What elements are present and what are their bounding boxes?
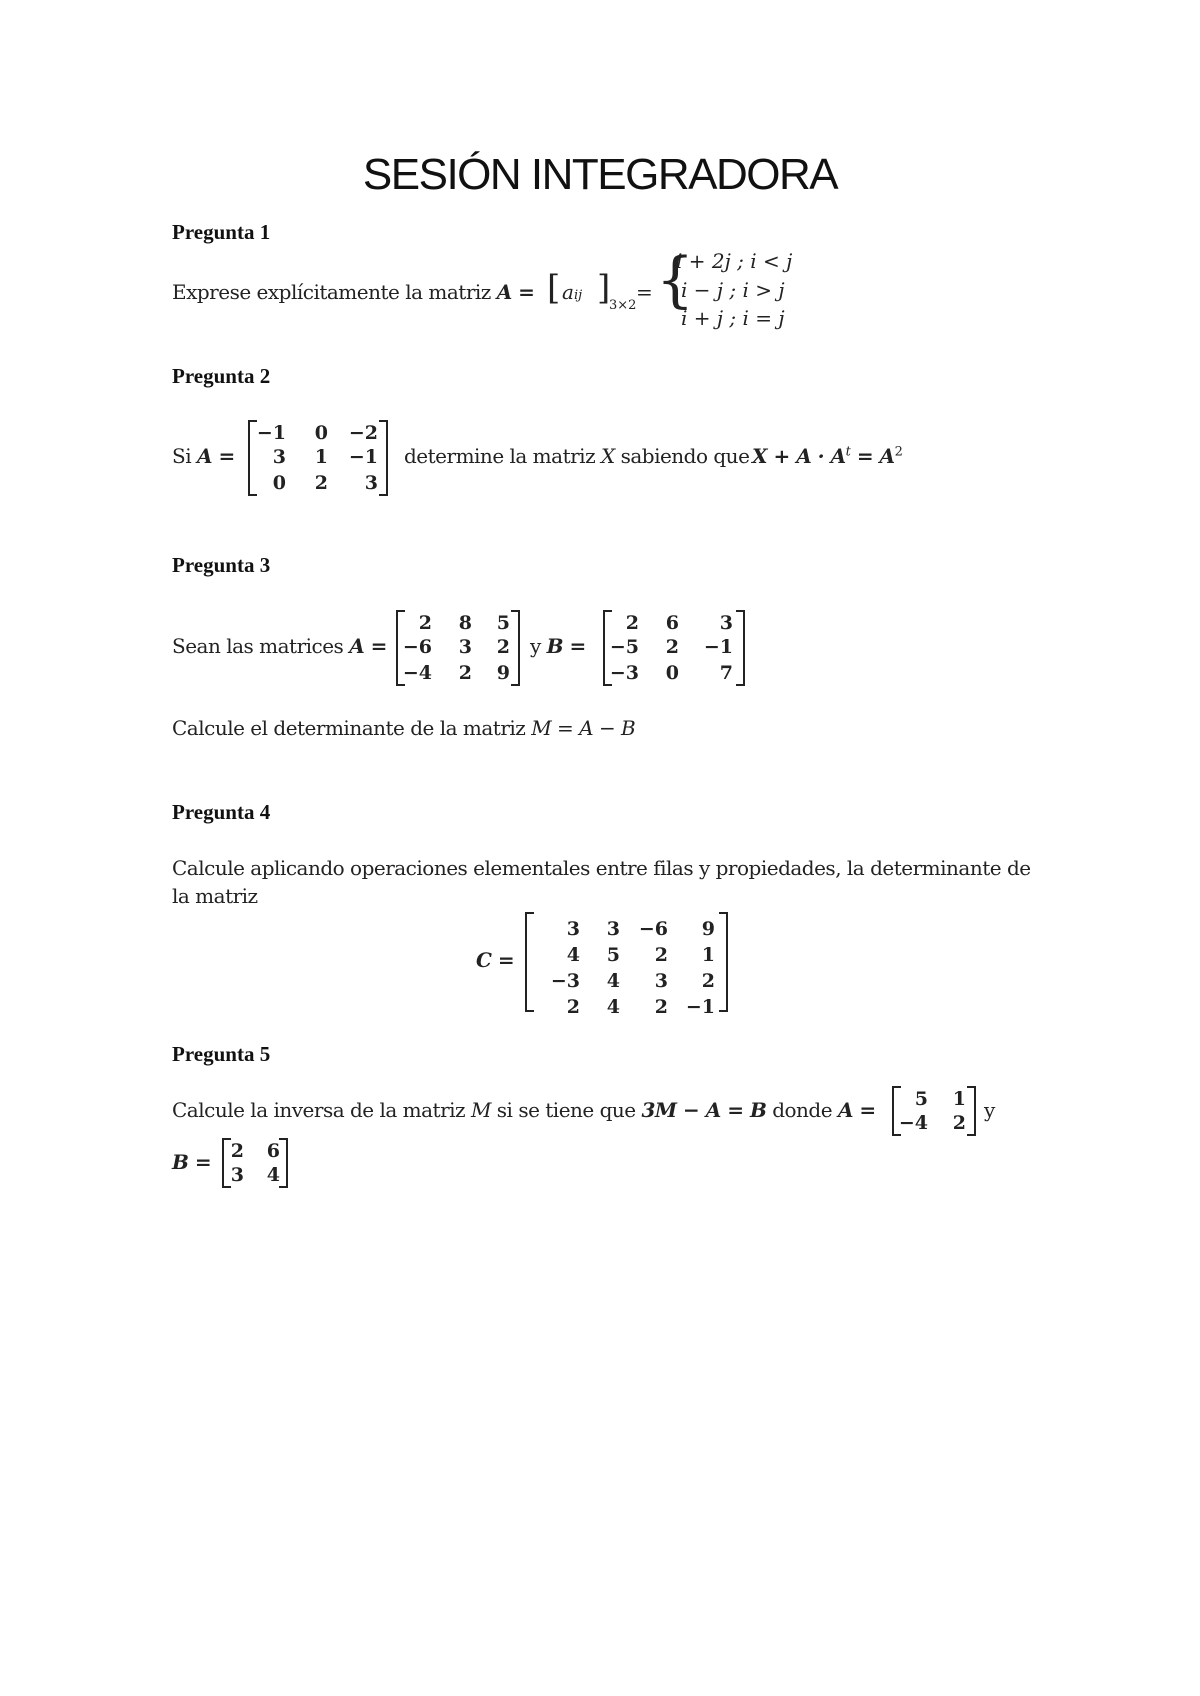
q1-heading: Pregunta 1 — [172, 220, 271, 244]
matrix-cell: 1 — [701, 944, 715, 966]
q1-case-1: i + 2j ; i < j — [676, 249, 793, 273]
q5-statement-2: si se tiene que — [496, 1098, 636, 1122]
matrix-cell: 0 — [272, 472, 286, 494]
matrix-cell: 2 — [654, 944, 668, 966]
matrix-cell: 3 — [606, 918, 620, 940]
q3-matrix-a — [396, 610, 520, 686]
q1-case-3: i + j ; i = j — [681, 306, 785, 330]
q5-matrix-b — [222, 1138, 288, 1188]
q4-lhs-label: C = — [476, 948, 515, 972]
matrix-cell: 4 — [266, 1164, 280, 1186]
q2-square-sup: 2 — [894, 444, 903, 460]
q2-equation-rhs: = A — [850, 444, 895, 468]
q5-heading: Pregunta 5 — [172, 1042, 271, 1066]
matrix-cell: 6 — [665, 612, 679, 634]
matrix-cell: −4 — [898, 1112, 928, 1134]
q5-y: y — [984, 1098, 995, 1122]
matrix-cell: 4 — [606, 996, 620, 1018]
matrix-cell: −2 — [348, 422, 378, 444]
matrix-cell: 3 — [272, 446, 286, 468]
q5-equation: 3M − A = B — [641, 1098, 767, 1122]
q2-statement-2: sabiendo que — [620, 444, 750, 468]
q4-lhs — [476, 948, 514, 972]
matrix-cell: −3 — [550, 970, 580, 992]
q3-text-2 — [172, 716, 635, 740]
q1-statement: Exprese explícitamente la matriz — [172, 280, 491, 304]
matrix-cell: −3 — [609, 662, 639, 684]
q1-close-bracket: ] — [597, 268, 611, 308]
q2-heading: Pregunta 2 — [172, 364, 271, 388]
matrix-cell: −1 — [256, 422, 286, 444]
q5-var: M — [470, 1098, 491, 1122]
q3-text — [172, 634, 387, 658]
matrix-cell: 2 — [418, 612, 432, 634]
q1-equals: = — [636, 280, 653, 304]
matrix-cell: 2 — [654, 996, 668, 1018]
matrix-cell: 6 — [266, 1140, 280, 1162]
q3-matrix-b — [603, 610, 745, 686]
matrix-cell: 2 — [625, 612, 639, 634]
q1-size: 3×2 — [609, 298, 637, 313]
q3-lhs-a: A = — [349, 634, 387, 658]
matrix-cell: 0 — [314, 422, 328, 444]
matrix-cell: 2 — [665, 636, 679, 658]
q2-statement: determine la matriz — [404, 444, 596, 468]
q1-aij-sub: ij — [573, 288, 583, 303]
matrix-cell: −1 — [685, 996, 715, 1018]
matrix-cell: −1 — [703, 636, 733, 658]
matrix-cell: 1 — [314, 446, 328, 468]
matrix-cell: 3 — [230, 1164, 244, 1186]
matrix-cell: −1 — [348, 446, 378, 468]
q2-equation-lhs: X + A · A — [752, 444, 846, 468]
matrix-cell: 2 — [701, 970, 715, 992]
matrix-cell: 3 — [566, 918, 580, 940]
q2-si — [172, 444, 235, 468]
q4-heading: Pregunta 4 — [172, 800, 271, 824]
q1-lhs: A = — [496, 280, 535, 304]
matrix-cell: 8 — [458, 612, 472, 634]
q1-element — [562, 280, 582, 304]
q1-open-bracket: [ — [547, 268, 561, 308]
q3-statement-2: Calcule el determinante de la matriz — [172, 716, 526, 740]
matrix-cell: 9 — [701, 918, 715, 940]
matrix-cell: 2 — [496, 636, 510, 658]
matrix-cell: 4 — [606, 970, 620, 992]
q3-lhs-b: B = — [546, 634, 586, 658]
q5-lhs-a: A = — [837, 1098, 876, 1122]
q5-donde: donde — [772, 1098, 833, 1122]
q3-heading: Pregunta 3 — [172, 553, 271, 577]
q5-text — [172, 1098, 876, 1122]
q2-transpose-sup: t — [845, 444, 851, 460]
matrix-cell: 0 — [665, 662, 679, 684]
matrix-cell: 5 — [496, 612, 510, 634]
matrix-cell: −6 — [638, 918, 668, 940]
matrix-cell: −5 — [609, 636, 639, 658]
matrix-cell: 2 — [230, 1140, 244, 1162]
matrix-cell: 7 — [719, 662, 733, 684]
matrix-cell: 5 — [914, 1088, 928, 1110]
matrix-cell: 3 — [364, 472, 378, 494]
q1-aij: a — [562, 280, 574, 304]
q2-matrix — [248, 420, 388, 496]
q3-y-word: y — [530, 634, 541, 658]
q5-statement: Calcule la inversa de la matriz — [172, 1098, 466, 1122]
q4-text-1: Calcule aplicando operaciones elementales entre filas y propiedades, la determinante de — [172, 856, 1031, 880]
q2-text — [404, 444, 749, 468]
matrix-cell: 1 — [952, 1088, 966, 1110]
q1-case-2: i − j ; i > j — [681, 278, 785, 302]
q1-brace: { — [656, 245, 695, 315]
matrix-cell: 5 — [606, 944, 620, 966]
matrix-cell: 3 — [719, 612, 733, 634]
q3-equation: M = A − B — [531, 716, 636, 740]
matrix-cell: 4 — [566, 944, 580, 966]
q3-y — [530, 634, 586, 658]
q2-si-word: Si — [172, 444, 192, 468]
matrix-cell: 2 — [458, 662, 472, 684]
matrix-cell: 2 — [952, 1112, 966, 1134]
page-title: SESIÓN INTEGRADORA — [362, 150, 838, 199]
q2-lhs: A = — [196, 444, 235, 468]
q2-var: X — [600, 444, 615, 468]
q1-text — [172, 280, 534, 304]
matrix-cell: −6 — [402, 636, 432, 658]
matrix-cell: 3 — [458, 636, 472, 658]
q4-text-2: la matriz — [172, 884, 258, 908]
matrix-cell: 2 — [314, 472, 328, 494]
q5-lhs-b-line — [172, 1150, 211, 1174]
matrix-cell: 9 — [496, 662, 510, 684]
q4-matrix — [525, 912, 728, 1018]
matrix-cell: 3 — [654, 970, 668, 992]
q2-equation — [752, 444, 902, 468]
matrix-cell: −4 — [402, 662, 432, 684]
q3-statement: Sean las matrices — [172, 634, 344, 658]
matrix-cell: 2 — [566, 996, 580, 1018]
q5-lhs-b: B = — [172, 1150, 212, 1174]
q5-matrix-a — [892, 1086, 976, 1136]
